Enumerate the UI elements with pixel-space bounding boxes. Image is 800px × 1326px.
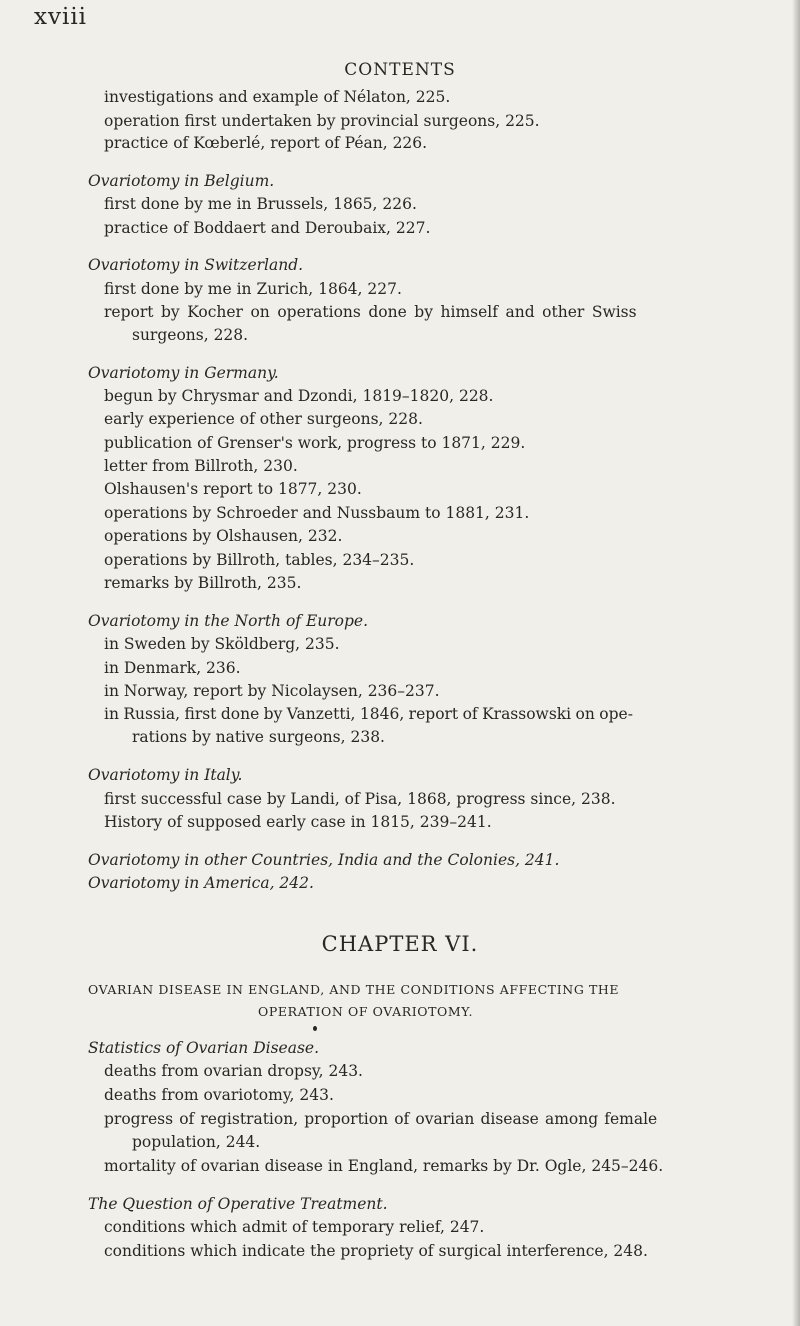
toc-line: begun by Chrysmar and Dzondi, 1819–1820, 228. <box>104 387 494 405</box>
toc-line: conditions which admit of temporary relief, 247. <box>104 1218 485 1236</box>
toc-line: in Sweden by Sköldberg, 235. <box>104 635 340 653</box>
toc-line: in Denmark, 236. <box>104 659 241 677</box>
toc-line: publication of Grenser's work, progress to 1871, 229. <box>104 434 526 452</box>
toc-line: first done by me in Zurich, 1864, 227. <box>104 280 402 298</box>
chapter-title: CHAPTER VI. <box>321 932 479 956</box>
section-heading: Ovariotomy in the North of Europe. <box>88 612 369 630</box>
running-head: CONTENTS <box>344 60 456 80</box>
toc-line: operations by Olshausen, 232. <box>104 527 343 545</box>
toc-line: operations by Schroeder and Nussbaum to 1881, 231. <box>104 504 530 522</box>
ink-mark <box>313 1026 317 1031</box>
toc-line: remarks by Billroth, 235. <box>104 574 302 592</box>
toc-line: early experience of other surgeons, 228. <box>104 410 423 428</box>
section-heading: Ovariotomy in America, 242. <box>88 874 314 892</box>
toc-line: progress of registration, proportion of ovarian disease among female <box>104 1110 658 1128</box>
toc-line: mortality of ovarian disease in England, remarks by Dr. Ogle, 245–246. <box>104 1157 664 1175</box>
toc-line: rations by native surgeons, 238. <box>132 728 385 746</box>
toc-line: deaths from ovariotomy, 243. <box>104 1086 334 1104</box>
section-heading: Ovariotomy in Italy. <box>88 766 243 784</box>
section-heading: Ovariotomy in Switzerland. <box>88 256 304 274</box>
page-edge-shadow <box>792 0 800 1326</box>
toc-line: investigations and example of Nélaton, 225. <box>104 88 451 106</box>
section-heading: The Question of Operative Treatment. <box>88 1195 388 1213</box>
chapter-subtitle: OPERATION OF OVARIOTOMY. <box>258 1004 474 1019</box>
page-number: xviii <box>34 4 88 30</box>
toc-line: report by Kocher on operations done by himself and other Swiss <box>104 303 637 321</box>
section-heading: Ovariotomy in Germany. <box>88 364 279 382</box>
toc-line: population, 244. <box>132 1133 261 1151</box>
toc-line: in Norway, report by Nicolaysen, 236–237. <box>104 682 440 700</box>
toc-line: operation first undertaken by provincial surgeons, 225. <box>104 112 540 130</box>
toc-line: first done by me in Brussels, 1865, 226. <box>104 195 417 213</box>
toc-line: operations by Billroth, tables, 234–235. <box>104 551 415 569</box>
toc-line: surgeons, 228. <box>132 326 249 344</box>
toc-line: letter from Billroth, 230. <box>104 457 298 475</box>
section-heading: Ovariotomy in Belgium. <box>88 172 275 190</box>
toc-line: practice of Kœberlé, report of Péan, 226. <box>104 134 428 152</box>
section-heading: Ovariotomy in other Countries, India and the Colonies, 241. <box>88 851 560 869</box>
toc-line: Olshausen's report to 1877, 230. <box>104 480 362 498</box>
toc-line: first successful case by Landi, of Pisa, 1868, progress since, 238. <box>104 790 616 808</box>
section-heading: Statistics of Ovarian Disease. <box>88 1039 320 1057</box>
toc-line: deaths from ovarian dropsy, 243. <box>104 1062 363 1080</box>
toc-line: conditions which indicate the propriety of surgical interference, 248. <box>104 1242 648 1260</box>
chapter-subtitle: OVARIAN DISEASE IN ENGLAND, AND THE CONDITIONS AFFECTING THE <box>88 982 620 997</box>
toc-line: History of supposed early case in 1815, 239–241. <box>104 813 492 831</box>
toc-line: in Russia, first done by Vanzetti, 1846, report of Krassowski on ope- <box>104 705 633 723</box>
toc-line: practice of Boddaert and Deroubaix, 227. <box>104 219 431 237</box>
